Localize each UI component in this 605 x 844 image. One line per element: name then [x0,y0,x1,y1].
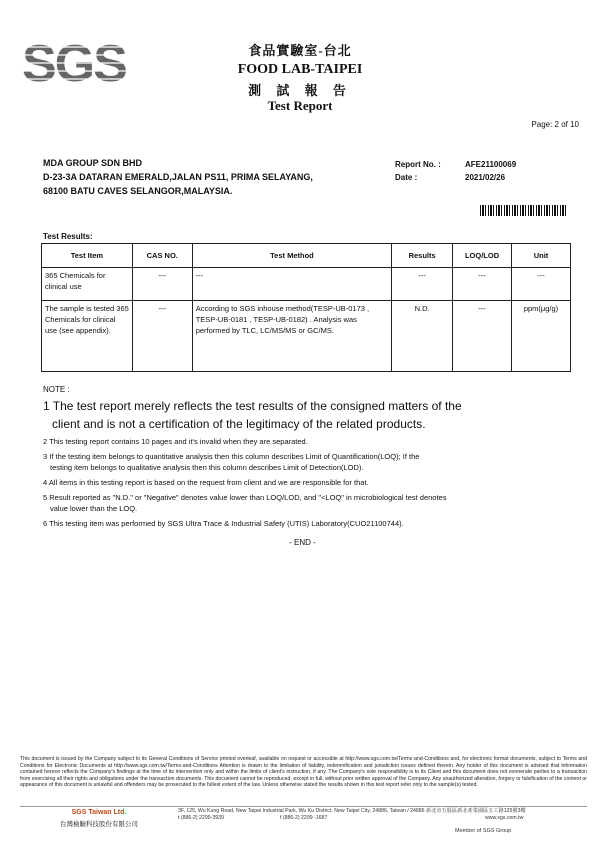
note-6: 6 This testing item was performed by SGS Ultra Trace & Industrial Safety (UTIS) Laboratory(CUO21100744). [43,519,404,528]
cell-loq-lod: --- [453,268,512,301]
note-1-line2: client and is not a certification of the legitimacy of the related products. [52,417,426,431]
results-header-row [42,244,571,268]
results-table [41,243,571,372]
legal-disclaimer: This document is issued by the Company subject to its General Conditions of Service printed overleaf, available on request or accessible at http://www.sgs.com.tw/Terms-and-Conditions and, for electronic format documents, subject to Terms and Conditions for Electronic Documents at http://www.sgs.com.tw/Terms-and-Conditions Attention is drawn to the limitation of liability, indemnification and jurisdiction issues defined therein. Any holder of this document is advised that information contained hereon reflects the Company's findings at the time of its intervention only and within the limits of client's instruction, if any. The Company's sole responsibility is to its Client and this document does not exonerate parties to a transaction from exercising all their rights and obligations under the transaction documents. This document cannot be reproduced, except in full, without prior written approval of the Company. Any unauthorized alteration, forgery or falsification of the content or appearance of this document is unlawful and offenders may be prosecuted to the fullest extent of the law. Unless otherwise stated the results shown in this test report refer only to the sample(s) tested. [20,756,587,789]
footer-web[interactable]: www.sgs.com.tw [485,815,524,821]
company-name-en: SGS Taiwan Ltd. [71,809,127,816]
sgs-logo [22,35,134,93]
footer-contact [178,808,587,822]
footer-divider [20,806,587,807]
client-block [43,156,313,198]
table-row [42,268,571,301]
date-label: Date : [395,173,418,182]
cell-loq-lod: --- [453,301,512,372]
report-title-zh: 測 試 報 告 [248,83,352,98]
table-row [42,301,571,372]
cell-results: N.D. [392,301,453,372]
report-title-en: Test Report [267,98,333,113]
note-2: 2 This testing report contains 10 pages and it's invalid when they are separated. [43,437,308,446]
page-number: Page: 2 of 10 [531,120,579,129]
footer-company [20,809,178,828]
client-address-line2: 68100 BATU CAVES SELANGOR,MALAYSIA. [43,186,233,196]
cell-test-method: According to SGS inhouse method(TESP-UB-0173 , TESP-UB-0181 , TESP-UB-0182) . Analysis was performed by TLC, LC/MS/MS or GC/MS. [192,301,392,372]
sgs-logo-stripes [22,35,134,93]
col-results: Results [392,244,453,268]
note-5 [43,492,563,514]
footer-tel: t (886-2) 2299-3939 [178,815,224,821]
report-no-value: AFE21100069 [465,160,517,169]
lab-name-zh: 食品實驗室-台北 [248,43,352,58]
report-meta [395,158,516,184]
sgs-logo-text: SGS [22,35,126,93]
note-1 [43,397,563,433]
cell-test-method: --- [192,268,392,301]
note-3-line1: 3 If the testing item belongs to quantitative analysis then this column describes Limit of Quantification(LOQ); If the [43,452,420,461]
cell-unit: ppm(μg/g) [512,301,571,372]
lab-name-en: FOOD LAB-TAIPEI [237,62,363,77]
client-name: MDA GROUP SDN BHD [43,158,143,168]
cell-results: --- [392,268,453,301]
report-no-label: Report No. : [395,160,441,169]
company-name-zh: 台灣檢驗科技股份有限公司 [60,820,138,828]
cell-cas-no: --- [132,301,192,372]
date-value: 2021/02/26 [465,173,506,182]
footer-address: 3F, 125, Wu Kung Road, New Taipei Industrial Park, Wu Ku District, New Taipei City, 24886, Taiwan / 24886 新北市五股區新北產業園區五工路125號3樓 [178,808,526,814]
member-of-sgs: Member of SGS Group [455,828,512,834]
end-marker: - END - [289,538,316,547]
note-4: 4 All items in this testing report is based on the request from client and we are responsible for that. [43,478,369,487]
note-title: NOTE : [43,385,70,394]
footer-fax: f (886-2) 2299 -1687 [280,815,328,821]
col-test-item: Test Item [42,244,133,268]
col-unit: Unit [512,244,571,268]
client-address-line1: D-23-3A DATARAN EMERALD,JALAN PS11, PRIMA SELAYANG, [43,172,313,182]
cell-test-item: The sample is tested 365 Chemicals for clinical use (see appendix). [42,301,133,372]
col-loq-lod: LOQ/LOD [453,244,512,268]
note-3-line2: testing item belongs to qualitative analysis then this column describes Limit of Detection(LOD). [50,463,364,472]
cell-cas-no: --- [132,268,192,301]
note-5-line2: value lower than the LOQ. [50,504,138,513]
cell-test-item: 365 Chemicals for clinical use [42,268,133,301]
barcode [480,205,568,216]
note-1-line1: 1 The test report merely reflects the test results of the consigned matters of the [43,399,462,413]
note-3 [43,451,563,473]
notes-list [43,397,563,533]
note-5-line1: 5 Result reported as "N.D." or "Negative" denotes value lower than LOQ/LOD, and "<LOQ" in microbiological test denotes [43,493,447,502]
cell-unit: --- [512,268,571,301]
col-test-method: Test Method [192,244,392,268]
results-title: Test Results: [43,232,93,241]
col-cas-no: CAS NO. [132,244,192,268]
